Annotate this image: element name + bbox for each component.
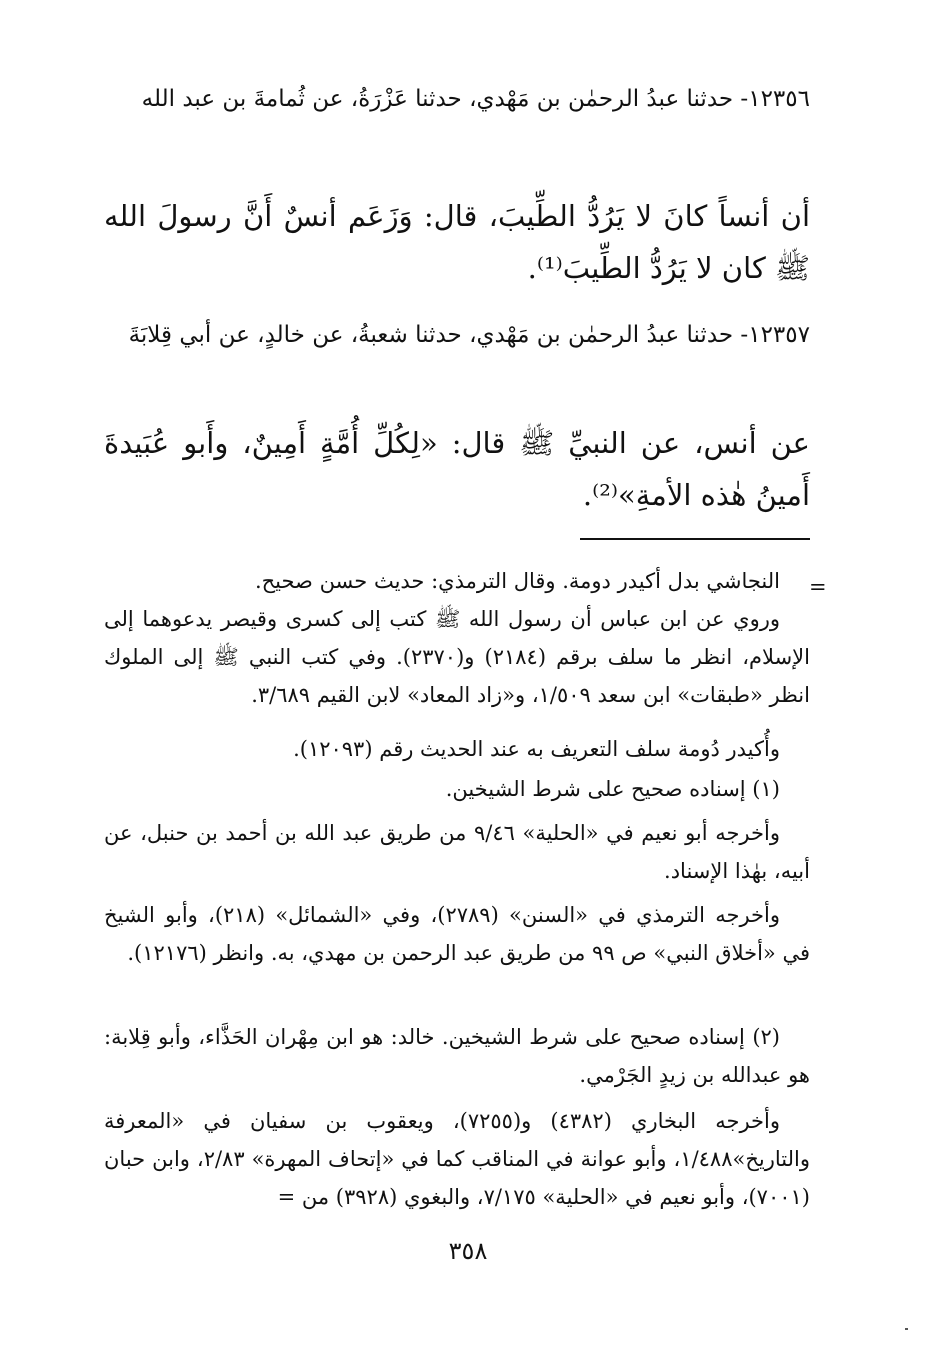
footnote-line: وأخرجه الترمذي في «السنن» (٢٧٨٩)، وفي «الشمائل» (٢١٨)، وأبو الشيخ في «أخلاق النبي» ص ٩٩ من طريق عبد الرحمن بن مهدي، به. وانظر (١٢١٧٦). <box>104 903 810 965</box>
footnote-line: النجاشي بدل أكيدر دومة. وقال الترمذي: حديث حسن صحيح. <box>254 569 780 593</box>
footnote-1: (١) إسناده صحيح على شرط الشيخين. <box>445 777 780 801</box>
hadith-12356-isnad: ١٢٣٥٦- حدثنا عبدُ الرحمٰن بن مَهْدي، حدثنا عَزْرَةُ، عن ثُمامةَ بن عبد الله <box>141 86 810 112</box>
scan-speck <box>905 1328 908 1330</box>
footnote-separator-rule <box>580 538 810 540</box>
page-number: ٣٥٨ <box>448 1237 488 1265</box>
footnote-line: وأخرجه البخاري (٤٣٨٢) و(٧٢٥٥)، ويعقوب بن سفيان في «المعرفة والتاريخ»١/٤٨٨، وأبو عوانة في المناقب كما في «إتحاف المهرة» ٢/٨٣، وابن حبان (٧٠٠١)، وأبو نعيم في «الحلية» ٧/١٧٥، والبغوي (٣٩٢٨) من = <box>104 1109 810 1209</box>
footnote-line: وروي عن ابن عباس أن رسول الله ﷺ كتب إلى كسرى وقيصر يدعوهما إلى الإسلام، انظر ما سلف برقم (٢١٨٤) و(٢٣٧٠). وفي كتب النبي ﷺ إلى الملوك انظر «طبقات» ابن سعد ١/٥٠٩، و«زاد المعاد» لابن القيم ٣/٦٨٩. <box>104 607 810 707</box>
hadith-12357-matn: عن أنس، عن النبيِّ ﷺ قال: «لِكُلِّ أُمَّةٍ أَمِينٌ، وأَبو عُبَيدةَ أَمينُ هٰذه الأمةِ»⁽²⁾. <box>104 426 810 512</box>
hadith-12357-isnad: ١٢٣٥٧- حدثنا عبدُ الرحمٰن بن مَهْدي، حدثنا شعبةُ، عن خالدٍ، عن أبي قِلابَةَ <box>128 322 810 348</box>
hadith-12356-matn: أن أنساً كانَ لا يَرُدُّ الطِّيبَ، قال: وَزَعَم أنسٌ أَنَّ رسولَ الله ﷺ كان لا يَرُدُّ الطِّيبَ⁽¹⁾. <box>104 199 810 285</box>
footnote-line: وأُكيدر دُومة سلف التعريف به عند الحديث رقم (١٢٠٩٣). <box>293 737 780 761</box>
footnote-line: وأخرجه أبو نعيم في «الحلية» ٩/٤٦ من طريق عبد الله بن أحمد بن حنبل، عن أبيه، بهٰذا الإسناد. <box>104 821 810 883</box>
footnote-2: (٢) إسناده صحيح على شرط الشيخين. خالد: هو ابن مِهْران الحَذَّاء، وأبو قِلابة: هو عبدالله بن زيدٍ الجَرْمي. <box>104 1025 810 1087</box>
footnote-continuation-mark: = <box>809 575 827 599</box>
